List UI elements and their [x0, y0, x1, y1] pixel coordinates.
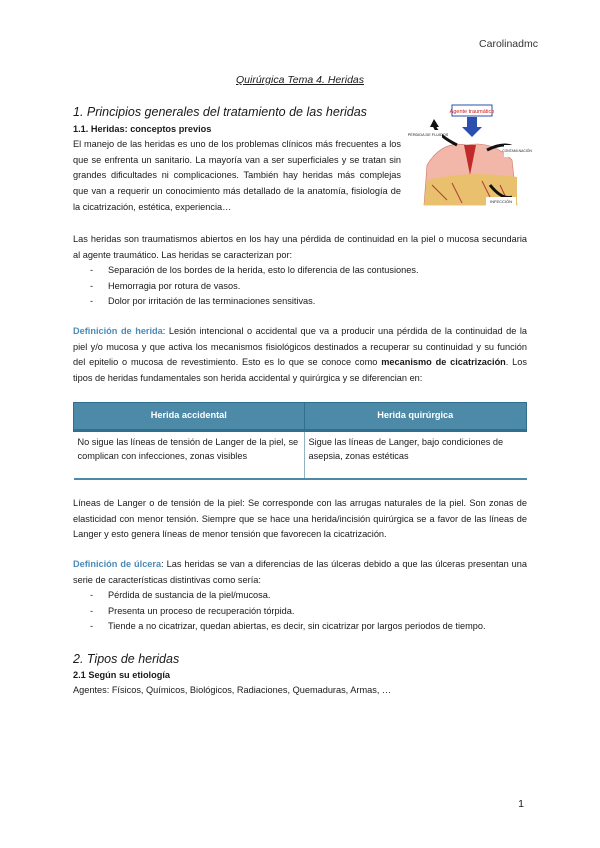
definicion-ulcera-paragraph — [73, 557, 527, 588]
section-2-heading: 2. Tipos de heridas — [73, 652, 180, 666]
ulcer-characteristics-list — [90, 588, 530, 635]
definicion-ulcera-text: : Las heridas se van a diferencias de las úlceras debido a que las úlceras presentan una serie de características distintivas como sería: — [73, 559, 528, 585]
definicion-ulcera-label: Definición de úlcera — [73, 559, 162, 569]
document-title: Quirúrgica Tema 4. Heridas — [236, 74, 364, 86]
wound-characteristics-list — [90, 263, 530, 310]
down-arrow-icon — [462, 117, 482, 137]
table-row — [74, 431, 527, 480]
wound-types-table — [73, 402, 527, 480]
page-number: 1 — [518, 798, 524, 810]
header-author: Carolinadmc — [479, 38, 538, 50]
definicion-herida-text-a: : Lesión intencional o accidental que va a producir una pérdida de la continuidad de la piel y/o mucosa y que activa los mecanismos fisiológicos destinados a recuperar su continuidad y su función del epitelio o mucosa de revestimiento. Esto es lo que se conoce como — [73, 326, 528, 368]
definicion-herida-label: Definición de herida — [73, 326, 163, 336]
table-header-quirurgica: Herida quirúrgica — [304, 403, 527, 431]
table-header-accidental: Herida accidental — [74, 403, 305, 431]
contaminacion-label: CONTAMI-NACIÓN — [502, 149, 532, 153]
subsection-2-1-heading: 2.1 Según su etiología — [73, 670, 170, 680]
heridas-definition-paragraph: Las heridas son traumatismos abiertos en los hay una pérdida de continuidad en la piel o mucosa secundaria al agente traumático. Las heridas se caracterizan por: — [73, 234, 527, 260]
list-item: - Separación de los bordes de la herida, esto lo diferencia de las contusiones. — [90, 263, 530, 279]
definicion-herida-paragraph — [73, 324, 527, 387]
section-1-heading: 1. Principios generales del tratamiento de las heridas — [73, 105, 367, 119]
agent-label: Agente traumático — [449, 109, 495, 115]
table-cell-accidental: No sigue las líneas de tensión de Langer de la piel, se complican con infecciones, zonas visibles — [74, 431, 305, 480]
wound-illustration — [407, 105, 532, 215]
list-item: - Presenta un proceso de recuperación tórpida. — [90, 604, 530, 620]
list-item: - Pérdida de sustancia de la piel/mucosa. — [90, 588, 530, 604]
perdida-label: PÉRDIDA DE FLUIDOS — [407, 133, 449, 137]
table-cell-quirurgica: Sigue las líneas de Langer, bajo condiciones de asepsia, zonas estéticas — [304, 431, 527, 480]
list-item: - Dolor por irritación de las terminaciones sensitivas. — [90, 294, 530, 310]
mecanismo-cicatrizacion-term: mecanismo de cicatrización — [381, 357, 506, 368]
list-item: - Hemorragia por rotura de vasos. — [90, 279, 530, 295]
list-item: - Tiende a no cicatrizar, quedan abiertas, es decir, sin cicatrizar por largos periodos de tiempo. — [90, 619, 530, 635]
intro-paragraph: El manejo de las heridas es uno de los problemas clínicos más frecuentes a los que se enfrenta un sanitario. La mayoría van a ser superficiales y se tratan sin grandes dificultades ni complicaciones. También hay heridas más complejas que van a requerir un conocimiento más detallado de la anatomía, fisiología de la cicatrización, estética, experiencia… — [73, 139, 401, 212]
definicion-herida-text-b: . Los tipos de heridas fundamentales son herida accidental y quirúrgica y se diferencian en: — [73, 357, 527, 384]
subsection-1-1-heading: 1.1. Heridas: conceptos previos — [73, 124, 212, 134]
agents-paragraph: Agentes: Físicos, Químicos, Biológicos, Radiaciones, Quemaduras, Armas, … — [73, 685, 392, 695]
infeccion-label: INFECCIÓN — [490, 199, 512, 204]
wound-diagram-svg — [407, 105, 532, 215]
langer-paragraph: Líneas de Langer o de tensión de la piel: Se corresponde con las arrugas naturales de la piel. Son zonas de elasticidad con menor tensión. Siempre que se hace una herida/incisión quirúrgica se a favor de las líneas de Langer y esto genera líneas de menor tensión que favorecen la cicatrización. — [73, 498, 527, 540]
